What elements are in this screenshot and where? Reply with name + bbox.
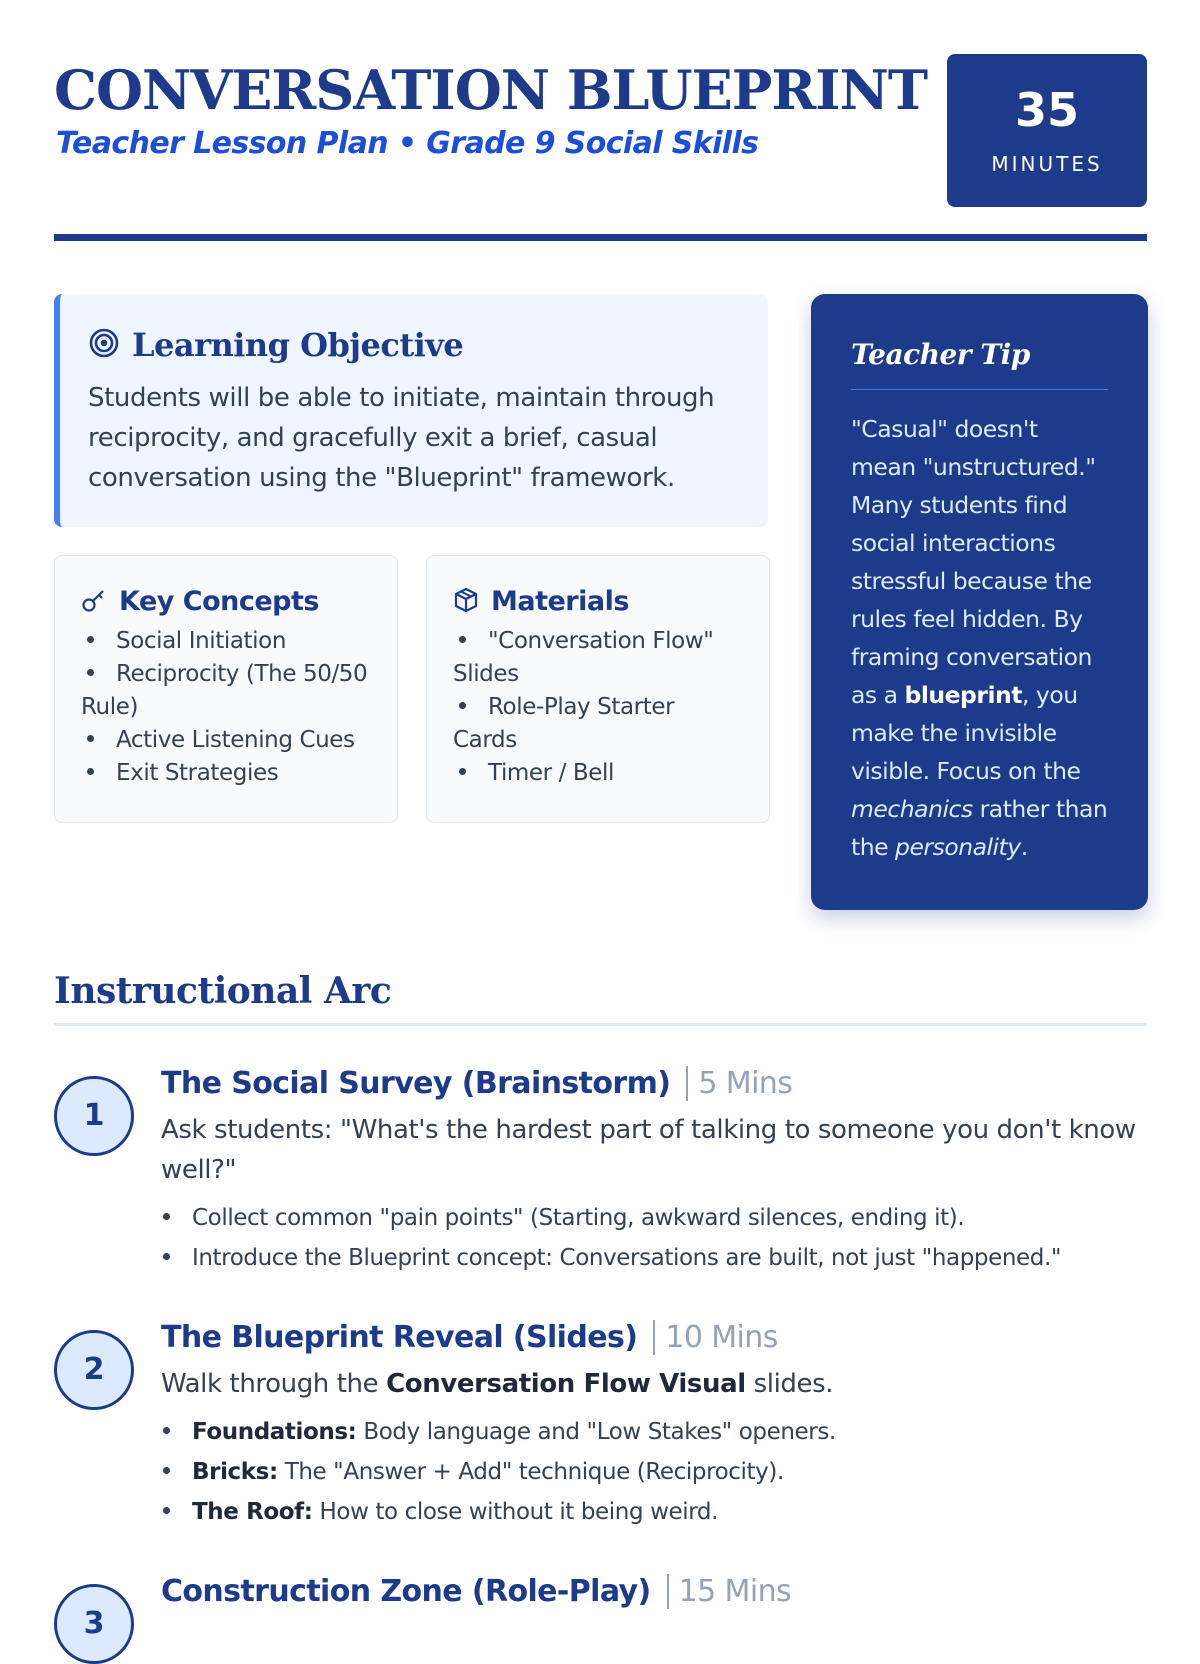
materials-card bbox=[426, 555, 770, 823]
list-item: Reciprocity (The 50/50 Rule) bbox=[81, 661, 368, 720]
key-concepts-list bbox=[81, 625, 371, 790]
page-title: CONVERSATION BLUEPRINT bbox=[54, 58, 928, 122]
list-item: Introduce the Blueprint concept: Conversations are built, not just "happened." bbox=[161, 1238, 1147, 1278]
step-title: The Blueprint Reveal (Slides) bbox=[161, 1320, 638, 1355]
materials-title: Materials bbox=[491, 586, 629, 617]
duration-unit: MINUTES bbox=[991, 152, 1103, 176]
key-concepts-title: Key Concepts bbox=[119, 586, 319, 617]
page-header bbox=[54, 54, 1147, 244]
section-title: Instructional Arc bbox=[54, 970, 392, 1012]
step-bullets bbox=[161, 1412, 1147, 1532]
step-duration: 15 Mins bbox=[667, 1574, 791, 1609]
duration-badge bbox=[947, 54, 1147, 207]
step-number: 3 bbox=[54, 1584, 134, 1664]
step-number: 1 bbox=[54, 1076, 134, 1156]
list-item: Active Listening Cues bbox=[81, 724, 371, 757]
step-title: The Social Survey (Brainstorm) bbox=[161, 1066, 671, 1101]
step-description: Walk through the Conversation Flow Visual slides. bbox=[161, 1369, 834, 1399]
objective-text: Students will be able to initiate, maintain through reciprocity, and gracefully exit a brief, casual conversation using the "Blueprint" framework. bbox=[88, 383, 715, 493]
step-number: 2 bbox=[54, 1330, 134, 1410]
target-icon bbox=[88, 327, 120, 363]
list-item: Bricks: The "Answer + Add" technique (Reciprocity). bbox=[161, 1452, 1147, 1492]
page-subtitle: Teacher Lesson Plan • Grade 9 Social Skills bbox=[56, 126, 759, 161]
list-item: Role-Play Starter Cards bbox=[453, 694, 675, 753]
box-icon bbox=[453, 587, 479, 617]
key-concepts-card bbox=[54, 555, 398, 823]
list-item: Exit Strategies bbox=[81, 757, 371, 790]
step-duration: 10 Mins bbox=[653, 1320, 777, 1355]
step-title: Construction Zone (Role-Play) bbox=[161, 1574, 651, 1609]
section-divider bbox=[54, 1023, 1147, 1026]
learning-objective-panel bbox=[54, 294, 768, 527]
teacher-tip-panel bbox=[811, 294, 1148, 910]
list-item: "Conversation Flow" Slides bbox=[453, 628, 714, 687]
teacher-tip-title: Teacher Tip bbox=[851, 338, 1108, 390]
list-item: Collect common "pain points" (Starting, awkward silences, ending it). bbox=[161, 1198, 1147, 1238]
list-item: The Roof: How to close without it being weird. bbox=[161, 1492, 1147, 1532]
list-item: Social Initiation bbox=[81, 625, 371, 658]
step-description: Ask students: "What's the hardest part of talking to someone you don't know well?" bbox=[161, 1115, 1136, 1185]
step-duration: 5 Mins bbox=[686, 1066, 792, 1101]
teacher-tip-text: "Casual" doesn't mean "unstructured." Many students find social interactions stressful because the rules feel hidden. By framing conversation as a blueprint, you make the invisible visible. Focus on the mechanics rather than the personality. bbox=[851, 415, 1108, 861]
materials-list bbox=[453, 625, 743, 790]
objective-title: Learning Objective bbox=[132, 326, 464, 364]
list-item: Timer / Bell bbox=[453, 757, 743, 790]
list-item: Foundations: Body language and "Low Stakes" openers. bbox=[161, 1412, 1147, 1452]
key-icon bbox=[81, 587, 107, 617]
duration-number: 35 bbox=[1014, 83, 1079, 137]
step-bullets bbox=[161, 1198, 1147, 1278]
header-divider bbox=[54, 234, 1147, 241]
